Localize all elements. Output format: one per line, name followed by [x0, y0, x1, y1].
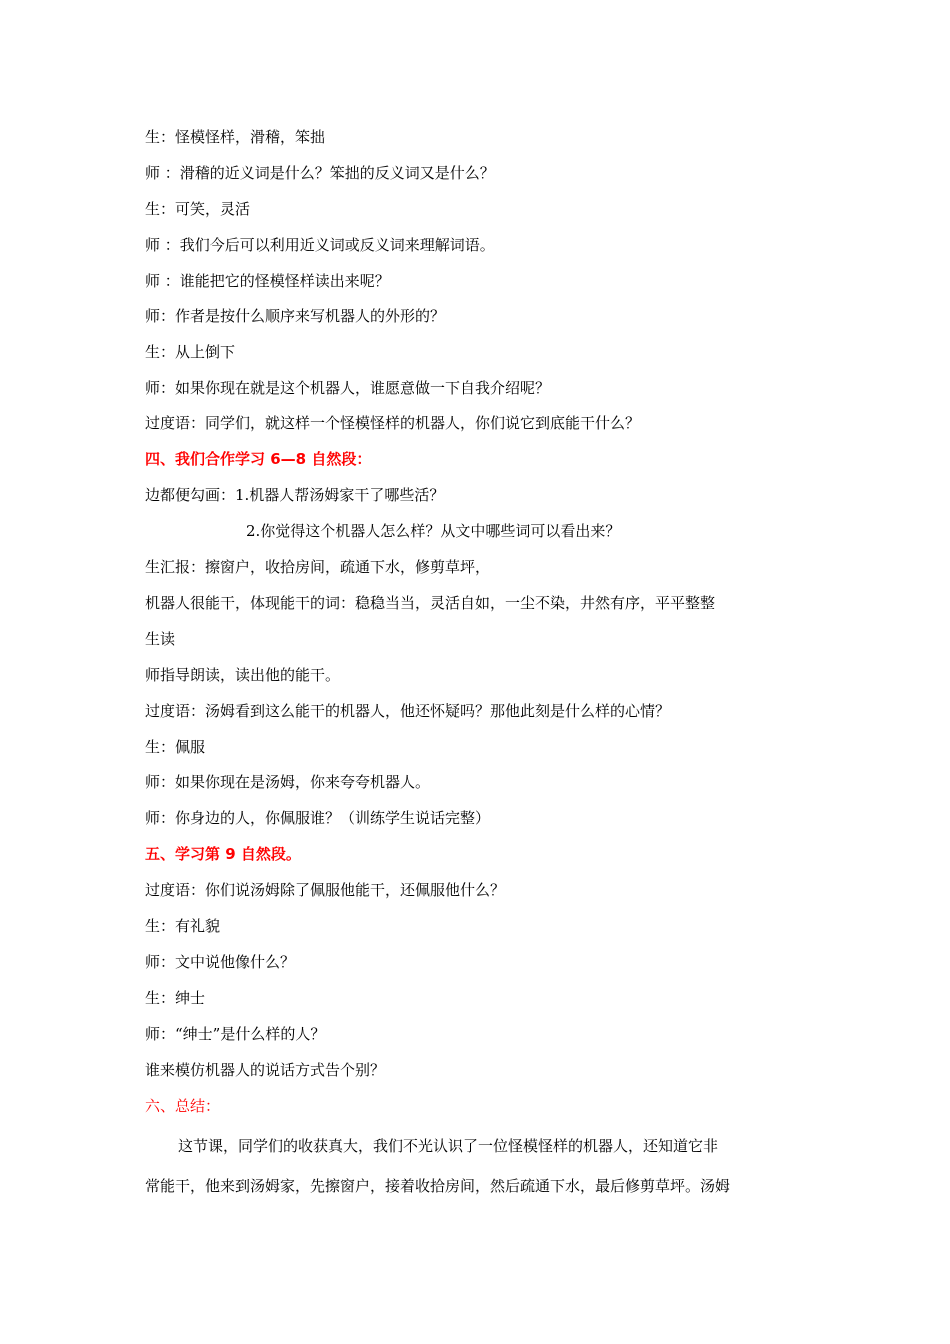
- text-line: 生：佩服: [145, 738, 206, 756]
- text-line: 师指导朗读，读出他的能干。: [145, 666, 341, 684]
- text-line: 生汇报：擦窗户，收拾房间，疏通下水，修剪草坪，: [145, 558, 491, 576]
- paragraph-line: 常能干，他来到汤姆家，先擦窗户，接着收拾房间，然后疏通下水，最后修剪草坪。汤姆: [145, 1177, 731, 1195]
- text-line: 师：如果你现在就是这个机器人，谁愿意做一下自我介绍呢？: [145, 379, 551, 397]
- paragraph-line: 这节课，同学们的收获真大，我们不光认识了一位怪模怪样的机器人，还知道它非: [178, 1137, 719, 1155]
- text-line: 师：作者是按什么顺序来写机器人的外形的？: [145, 307, 446, 325]
- text-line: 机器人很能干，体现能干的词：稳稳当当，灵活自如，一尘不染，井然有序，平平整整: [145, 594, 716, 612]
- text-line: 师：“绅士”是什么样的人？: [145, 1025, 326, 1043]
- section-heading-5: 五、学习第 9 自然段。: [145, 845, 301, 863]
- text-line: 生：从上倒下: [145, 343, 236, 361]
- text-line: 过度语：同学们，就这样一个怪模怪样的机器人，你们说它到底能干什么？: [145, 414, 641, 432]
- text-line: 边都便勾画：1.机器人帮汤姆家干了哪些活？: [145, 486, 445, 504]
- section-heading-4: 四、我们合作学习 6—8 自然段：: [145, 450, 372, 468]
- text-line: 生：有礼貌: [145, 917, 221, 935]
- text-line: 师：文中说他像什么？: [145, 953, 296, 971]
- text-line: 生：可笑，灵活: [145, 200, 251, 218]
- text-line: 师 ：我们今后可以利用近义词或反义词来理解词语。: [145, 236, 495, 254]
- text-line: 师 ：谁能把它的怪模怪样读出来呢？: [145, 272, 390, 290]
- text-line: 师：如果你现在是汤姆，你来夸夸机器人。: [145, 773, 431, 791]
- text-line: 师 ：滑稽的近义词是什么？笨拙的反义词又是什么？: [145, 164, 495, 182]
- text-line: 师：你身边的人，你佩服谁？（训练学生说话完整）: [145, 809, 491, 827]
- text-line: 过度语：汤姆看到这么能干的机器人，他还怀疑吗？那他此刻是什么样的心情？: [145, 702, 671, 720]
- section-heading-6: 六、总结：: [145, 1097, 221, 1115]
- text-line: 谁来模仿机器人的说话方式告个别？: [145, 1061, 386, 1079]
- text-line: 生：怪模怪样，滑稽，笨拙: [145, 128, 326, 146]
- text-line: 生：绅士: [145, 989, 206, 1007]
- text-line: 2.你觉得这个机器人怎么样？从文中哪些词可以看出来？: [246, 522, 621, 540]
- text-line: 过度语：你们说汤姆除了佩服他能干，还佩服他什么？: [145, 881, 506, 899]
- text-line: 生读: [145, 630, 176, 648]
